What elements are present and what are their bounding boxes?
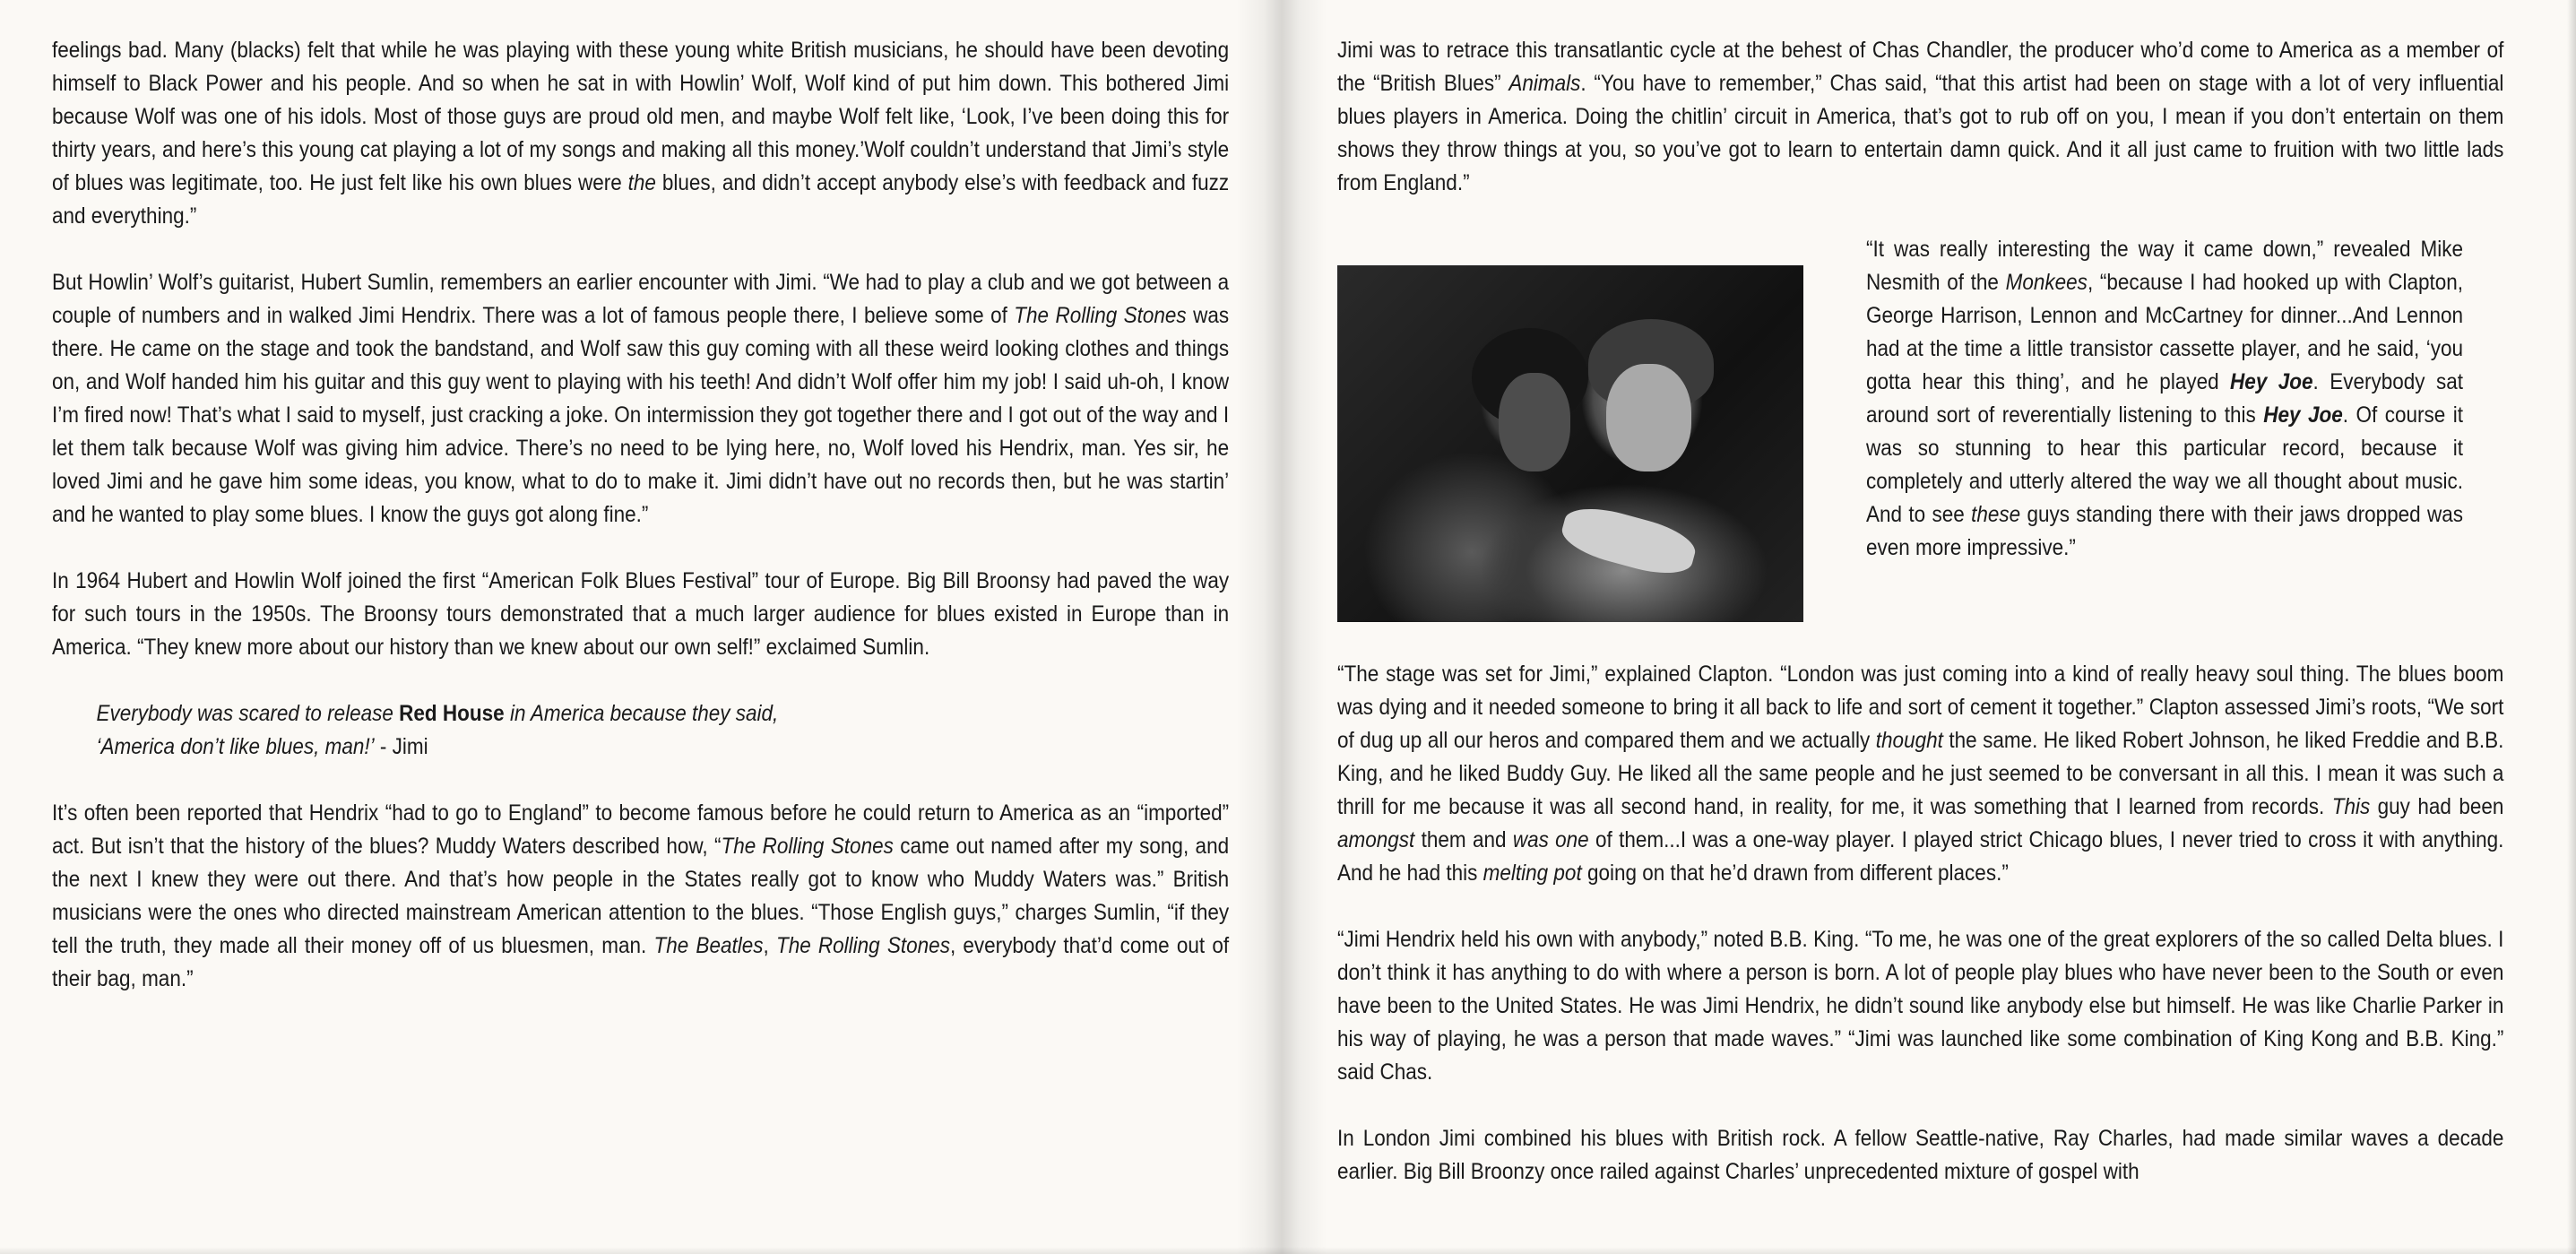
paragraph-clapton: “The stage was set for Jimi,” explained Clapton. “London was just coming into a kind of really heavy soul thing. The blues boom was dying and it needed someone to bring it all back to life and sort of cement it together.” Clapton assessed Jimi’s roots, “We sort of dug up all our heros and compared them and we actually thought the same. He liked Robert Johnson, he liked Freddie and B.B. King, and he liked Buddy Guy. He liked all the same people and he just seemed to be conversant in all this. I mean it was such a thrill for me because it was all second hand, in reality, for me, it was something that I learned from records. This guy had been amongst them and was one of them...I was a one-way player. I played strict Chicago blues, I never tried to cross it with anything. And he had this melting pot going on that he’d drawn from different places.” — [1337, 662, 2504, 886]
pull-quote — [52, 697, 1111, 764]
song-title: Red House — [399, 701, 505, 726]
photo-with-text — [1337, 233, 2504, 622]
emphasis: This — [2331, 794, 2371, 819]
paragraph-nesmith: “It was really interesting the way it came down,” revealed Mike Nesmith of the Monkees, “because I had hooked up with Clapton, George Harrison, Lennon and McCartney for dinner...And Lennon had at the time a little transistor cassette player, and he said, ‘you gotta hear this thing’, and he played Hey Joe. Everybody sat around sort of reverentially listening to this Hey Joe. Of course it was so stunning to hear this particular record, because it completely and utterly altered the way we all thought about music. And to see these guys standing there with their jaws dropped was even more impressive.” — [1866, 237, 2464, 560]
emphasis: the — [627, 170, 656, 195]
paragraph-wolf: feelings bad. Many (blacks) felt that while he was playing with these young white British musicians, he should have been devoting himself to Black Power and his people. And so when he sat in with Howlin’ Wolf, Wolf kind of put him down. This bothered Jimi because Wolf was one of his idols. Most of those guys are proud old men, and maybe Wolf felt like, ‘Look, I’ve been doing this for thirty years, and here’s this young cat playing a lot of my songs and making all this money.’Wolf couldn’t understand that Jimi’s style of blues was legitimate, too. He just felt like his own blues were the blues, and didn’t accept anybody else’s with feedback and fuzz and everything.” — [52, 38, 1230, 229]
quote-line-1: Everybody was scared to release Red House in America because they said, — [96, 701, 779, 726]
emphasis: The Rolling Stones — [721, 834, 894, 859]
emphasis: amongst — [1337, 827, 1415, 852]
emphasis: The Rolling Stones — [1014, 303, 1187, 328]
song-title: Hey Joe — [2263, 402, 2343, 428]
paragraph-england: It’s often been reported that Hendrix “had to go to England” to become famous before he could return to America as an “imported” act. But isn’t that the history of the blues? Muddy Waters described how, “The Rolling Stones came out named after my song, and the next I knew they were out there. And that’s how people in the States really got to know who Muddy Waters was.” British musicians were the ones who directed mainstream American attention to the blues. “Those English guys,” charges Sumlin, “if they tell the truth, they made all their money off of us bluesmen, man. The Beatles, The Rolling Stones, everybody that’d come out of their bag, man.” — [52, 800, 1230, 991]
emphasis: The Beatles — [653, 933, 764, 958]
left-page — [0, 0, 1264, 1254]
paragraph-sumlin: But Howlin’ Wolf’s guitarist, Hubert Sumlin, remembers an earlier encounter with Jimi. “We had to play a club and we got between a couple of numbers and in walked Jimi Hendrix. There was a lot of famous people there, I believe some of The Rolling Stones was there. He came on the stage and took the bandstand, and Wolf saw this guy coming with all these weird looking clothes and things on, and Wolf handed him his guitar and this guy went to playing with his teeth! And didn’t Wolf offer him my job! I said uh-oh, I know I’m fired now! That’s what I said to myself, just cracking a joke. On intermission they got together there and I got out of the way and I let them talk because Wolf was giving him advice. There’s no need to be lying here, no, Wolf loved his Hendrix, man. Yes sir, he loved Jimi and he gave him some ideas, you know, what to do to make it. Jimi didn’t have out no records then, but he was startin’ and he wanted to play some blues. I know the guys got along fine.” — [52, 270, 1230, 527]
emphasis: was one — [1512, 827, 1589, 852]
emphasis: Animals — [1508, 71, 1581, 96]
quote-line-2: ‘America don’t like blues, man!’ - Jimi — [96, 734, 428, 759]
paragraph-chandler: Jimi was to retrace this transatlantic cycle at the behest of Chas Chandler, the producer who’d come to America as a member of the “British Blues” Animals. “You have to remember,” Chas said, “that this artist had been on stage with a lot of very influential blues players in America. Doing the chitlin’ circuit in America, that’s got to rub off on you, I mean if you don’t entertain on them shows they throw things at you, so you’ve got to learn to entertain damn quick. And it all just came to fruition with two little lads from England.” — [1337, 38, 2504, 195]
right-page — [1301, 0, 2576, 1254]
paragraph-bb-king: “Jimi Hendrix held his own with anybody,” noted B.B. King. “To me, he was one of the great explorers of the so called Delta blues. I don’t think it has anything to do with where a person is born. A lot of people play blues who have never been to the South or even have been to the United States. He was Jimi Hendrix, he didn’t sound like anybody else but himself. He was like Charlie Parker in his way of playing, he was a person that made waves.” “Jimi was launched like some combination of King Kong and B.B. King.” said Chas. — [1337, 927, 2504, 1085]
paragraph-london: In London Jimi combined his blues with British rock. A fellow Seattle-native, Ray Charles, had made similar waves a decade earlier. Big Bill Broonzy once railed against Charles’ unprecedented mixture of gospel with — [1337, 1126, 2504, 1184]
emphasis: The Rolling Stones — [775, 933, 950, 958]
paragraph-folk-blues-festival: In 1964 Hubert and Howlin Wolf joined the first “American Folk Blues Festival” tour of Europe. Big Bill Broonsy had paved the way for such tours in the 1950s. The Broonsy tours demonstrated that a much larger audience for blues existed in Europe than in America. “They knew more about our history than we knew about our own self!” exclaimed Sumlin. — [52, 568, 1230, 660]
black-and-white-photo — [1337, 265, 1803, 622]
song-title: Hey Joe — [2230, 369, 2313, 394]
emphasis: thought — [1875, 728, 1943, 753]
emphasis: melting pot — [1482, 861, 1582, 886]
emphasis: these — [1971, 502, 2021, 527]
emphasis: Monkees — [2005, 270, 2088, 295]
